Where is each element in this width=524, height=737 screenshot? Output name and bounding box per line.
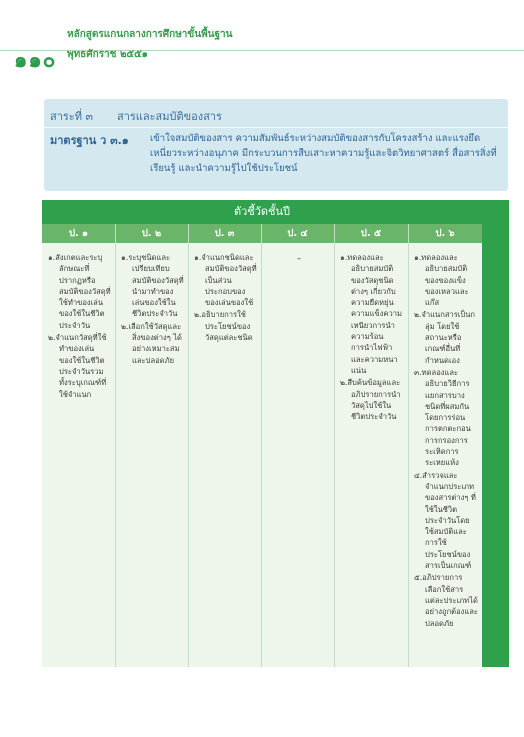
indicator-table — [42, 200, 482, 667]
indicator-item: ๑.จำแนกชนิดและสมบัติของวัสดุที่เป็นส่วนประกอบของของเล่นของใช้ — [194, 253, 257, 308]
grade-header-4: ป. ๔ — [287, 228, 308, 239]
indicator-item: ๑.ทดลองและอธิบายสมบัติของวัสดุชนิดต่างๆ เกี่ยวกับความยืดหยุ่นความแข็งความเหนียวการนำความร้อนการนำไฟฟ้าและความหนาแน่น — [340, 253, 403, 375]
no-indicator-dash: – — [296, 254, 302, 264]
indicator-item: ๔.สำรวจและจำแนกประเภทของสารต่างๆ ที่ใช้ในชีวิตประจำวันโดยใช้สมบัติและการใช้ประโยชน์ของสารเป็นเกณฑ์ — [414, 470, 476, 571]
indicator-item: ๒.เลือกใช้วัสดุและสิ่งของต่างๆ ได้อย่างเหมาะสมและปลอดภัย — [121, 321, 182, 365]
standard-description: เข้าใจสมบัติของสาร ความสัมพันธ์ระหว่างสมบัติของสารกับโครงสร้าง และแรงยึดเหนี่ยวระหว่างอนุภาค มีกระบวนการสืบเสาะหาความรู้และจิตวิทยาศาสตร์ สื่อสารสิ่งที่เรียนรู้ และนำความรู้ไปใช้ประโยชน์ — [150, 133, 497, 174]
side-accent-strip — [482, 200, 509, 667]
strand-label: สาระที่ ๓ — [50, 110, 93, 123]
standard-divider — [44, 127, 508, 128]
indicator-item: ๓.ทดลองและอธิบายวิธีการแยกสารบางชนิดที่ผสมกันโดยการร่อนการตกตะกอนการกรองการระเหิดการระเหยแห้ง — [414, 367, 471, 468]
book-title: หลักสูตรแกนกลางการศึกษาขั้นพื้นฐาน — [67, 29, 233, 40]
book-subtitle: พุทธศักราช ๒๕๕๑ — [67, 49, 149, 60]
grade-header-6: ป. ๖ — [435, 228, 455, 239]
grade-header-2: ป. ๒ — [141, 228, 162, 239]
grade-6-indicators — [414, 252, 478, 630]
column-divider — [115, 224, 116, 667]
grade-3-indicators — [194, 252, 258, 344]
indicator-item: ๑.ทดลองและอธิบายสมบัติของของแข็งของเหลวและแก๊ส — [414, 253, 469, 308]
grade-header-5: ป. ๕ — [360, 228, 382, 239]
grade-2-indicators — [121, 252, 185, 367]
strand-title: สารและสมบัติของสาร — [116, 110, 222, 123]
column-divider — [408, 224, 409, 667]
page-number: ๑๑๐ — [14, 47, 57, 72]
grade-5-indicators — [340, 252, 405, 423]
indicator-item: ๒.อธิบายการใช้ประโยชน์ของวัสดุแต่ละชนิด — [194, 310, 253, 343]
grade-header-row — [42, 224, 482, 243]
column-divider — [334, 224, 335, 667]
indicator-item: ๕.อภิปรายการเลือกใช้สารแต่ละประเภทได้อย่างถูกต้องและปลอดภัย — [414, 573, 479, 628]
indicator-item: ๑.สังเกตและระบุลักษณะที่ปรากฏหรือสมบัติของวัสดุที่ใช้ทำของเล่นของใช้ในชีวิตประจำวัน — [48, 253, 111, 330]
column-divider — [188, 224, 189, 667]
grade-1-indicators — [48, 252, 112, 401]
grade-header-1: ป. ๑ — [69, 228, 88, 239]
indicator-item: ๑.ระบุชนิดและเปรียบเทียบสมบัติของวัสดุที่นำมาทำของเล่นของใช้ในชีวิตประจำวัน — [121, 253, 184, 319]
indicator-item: ๒.จำแนกวัสดุที่ใช้ทำของเล่นของใช้ในชีวิตประจำวันรวมทั้งระบุเกณฑ์ที่ใช้จำแนก — [48, 333, 107, 399]
standard-label: มาตรฐาน ว ๓.๑ — [50, 134, 129, 147]
indicator-item: ๒.สืบค้นข้อมูลและอภิปรายการนำวัสดุไปใช้ในชีวิตประจำวัน — [340, 378, 401, 422]
standard-box — [44, 99, 508, 191]
strand-heading — [50, 107, 502, 123]
grade-header-3: ป. ๓ — [214, 228, 235, 239]
table-title: ตัวชี้วัดชั้นปี — [42, 200, 482, 224]
column-divider — [261, 224, 262, 667]
grade-4-indicators — [267, 254, 331, 265]
indicator-item: ๒.จำแนกสารเป็นกลุ่ม โดยใช้สถานะหรือเกณฑ์อื่นที่กำหนดเอง — [414, 310, 476, 365]
